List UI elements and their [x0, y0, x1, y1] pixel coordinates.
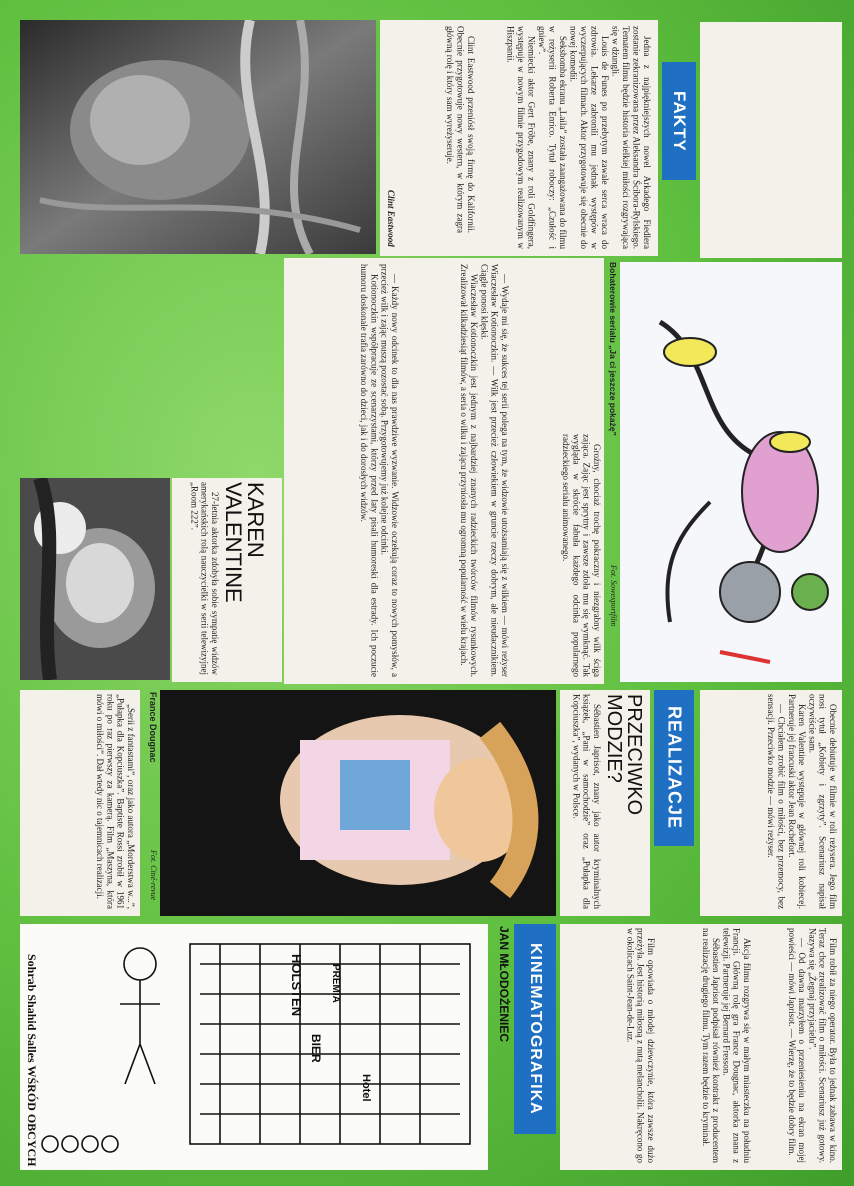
kinorama-fakty-panel	[700, 22, 842, 258]
poster-drawing	[20, 924, 488, 1170]
kinematografika-paragraph: Film opowiada o młodej dziewczynie, która zawsze dużo przeżyła. Jest historią miłosną z nutą melancholii. Nakręcono go w okolicach Saint-Jean-de-Luz.	[625, 928, 656, 1163]
karen-paragraph: 27-letnia aktorka zdobyła sobie sympatię widzów amerykańskich rolą nauczycielki w serii telewizyjnej „Room 222”.	[189, 482, 220, 675]
poster-sign-hotel: Hotel	[360, 1074, 372, 1102]
ludzie-col-1	[514, 434, 602, 680]
wolf-hare-cartoon	[620, 262, 842, 682]
karen-panel	[172, 478, 282, 682]
cartoon-caption: Bohaterowie serialu „Ja ci jeszcze pokażę”	[608, 262, 618, 436]
cartoon-panel	[620, 262, 842, 682]
fakty-paragraph: Jedna z najpiękniejszych nowel Arkadego Fiedlera zostanie zekranizowana przez Aleksandra Ścibora-Rylskiego. Tematem filmu będzie historia wielkiej miłości rozgrywająca się w dżungli.	[610, 26, 652, 249]
realizacje-title-bar	[654, 690, 694, 846]
fakty-paragraph: Seksbomba ekranu „Laila” została zaangażowana do filmu w reżyserii Roberta Enrico. Tytuł roboczy: „Czułość i gniew”.	[537, 26, 568, 249]
kinematografika-paragraph: — Od dawna marzyłem o przeniesieniu na ekran mojej powieści — mówi Japrisot. — Wierzę, że to będzie dobry film.	[786, 928, 808, 1163]
fakty-text	[486, 26, 652, 252]
ludzie-paragraph: — Każdy nowy odcinek to dla nas prawdziwe wyzwanie. Widzowie oczekują coraz to nowych pomysłów, a przecież wilk i zając muszą pozostać sobą. Przygotowujemy już kolejne odcinki.	[379, 264, 400, 677]
ludzie-paragraph: Kotionoczkin współpracuje ze scenarzystami, którzy przed laty pisali humoreski dla estrady. Ich poczucie humoru doskonale trafia zarówno do dzieci, jak i do dorosłych widzów.	[359, 264, 380, 677]
realizacje-bottom-text	[20, 690, 140, 916]
kinematografika-author: JAN MŁODOŻENIEC	[497, 926, 511, 1043]
ludzie-paragraph: Wiaczesław Kotionoczkin jest jednym z najbardziej znanych radzieckich twórców filmów rysunkowych. Zrealizował kilkadziesiąt filmów, a seria o wilku i zającu przyniosła mu ogromną popularność w wielu krajach.	[458, 264, 480, 677]
kinematografika-col-1	[756, 928, 838, 1166]
clint-caption: Clint Eastwood	[386, 190, 396, 247]
ludzie-paragraph: Groźny, chociaż trochę pokraczny i niezgrabny wilk ściga zająca. Zając jest sprytny i zawsze zdoła mu się wymknąć. Tak wygląda w skrócie fabuła każdego odcinka popularnego radzieckiego serialu animowanego.	[561, 434, 602, 677]
ludzie-text-panel	[284, 258, 604, 684]
kinematografika-title: KINEMATOGRAFIKA	[527, 943, 544, 1115]
karen-text	[176, 482, 220, 678]
realizacje-text-panel	[700, 690, 842, 916]
cartoon-credit: Fot. Sowexportfilm	[609, 565, 618, 627]
realizacje-title: REALIZACJE	[664, 706, 685, 830]
france-caption: France Dougnac	[148, 692, 158, 763]
photo-image	[160, 690, 556, 916]
fakty-title-bar	[662, 62, 696, 180]
realizacje-col-3	[24, 694, 136, 912]
fakty-paragraph: Niemiecki aktor Gert Fröbe, znany z roli Goldfingera, występuje w nowym filmie przygodowym realizowanym w Hiszpanii.	[505, 26, 537, 249]
ludzie-paragraph: — Wydaje mi się, że sukces tej serii polega na tym, że widzowie utożsamiają się z wilkiem — mówi reżyser Wiaczesław Kotionoczkin. — Wilk jest przecież człowiekiem w gruncie rzeczy dobrym, ale nieudacznikiem. Ciągle ponosi klęski.	[479, 264, 510, 677]
karen-valentine-photo	[20, 478, 170, 680]
kinematografika-paragraph: Sébastien Japrisot podpisał również kontrakt z producentem na realizację drugiego filmu. Tym razem będzie to kryminał.	[700, 928, 722, 1163]
fakty-paragraph: Louis de Funes po przebytym zawale serca wraca do zdrowia. Lekarze zabronili mu jednak występów w wyczerpujących filmach. Aktor przygotowuje się obecnie do nowej komedii.	[568, 26, 610, 249]
kinematografika-paragraph: Film robił za niego operator. Była to jednak zabawa w kino. Teraz chce zrealizować film o miłości. Scenariusz już gotowy. Nazywa się „Żegnaj przyjacielu”.	[807, 928, 838, 1163]
france-credit: Fot. Ciné-revue	[149, 850, 158, 901]
poster-credit: Sohrab Shahid Salles WŚRÓD OBCYCH	[25, 954, 39, 1167]
poster-sign-bier: BIER	[309, 1034, 323, 1063]
realizacje-paragraph: Karen Valentine występuje w głównej roli kobiecej. Partneruje jej francuski aktor Jean Rochefort.	[786, 694, 808, 909]
realizacje-headline: PRZECIWKO MODZIE?	[603, 694, 645, 816]
kinematografika-paragraph: Akcja filmu rozgrywa się w małym miasteczku na południu Francji. Główną rolę gra France Dougnac, aktorka znana z telewizji. Partneruje jej Bernard Fresson.	[721, 928, 752, 1163]
ludzie-col-2	[404, 264, 510, 680]
realizacje-head-panel	[560, 690, 650, 916]
fakty-text-panel-2	[380, 20, 480, 256]
ludzie-col-3	[290, 264, 400, 680]
realizacje-paragraph: Sébastien Japrisot, znany jako autor kryminalnych książek, „Pani w samochodzie” oraz „Pułapka dla Kopciuszka”, wydanych w Polsce.	[571, 694, 602, 909]
clint-eastwood-photo	[20, 20, 376, 254]
fakty-title: FAKTY	[670, 90, 689, 152]
kinematografika-col-3	[564, 928, 656, 1166]
photo-image	[20, 478, 170, 680]
france-dougnac-photo	[160, 690, 556, 916]
poster-illustration	[20, 924, 488, 1170]
photo-image	[20, 20, 376, 254]
realizacje-paragraph: Obecnie debiutuje w filmie w roli reżysera. Jego film nosi tytuł „Kobiety i zgrzyty”. Scenariusz napisał oczywiście sam.	[807, 694, 838, 909]
realizacje-col-1	[704, 694, 838, 912]
realizacje-col-2	[562, 694, 602, 912]
poster-sign-holsten: HOLSTEN	[289, 954, 304, 1017]
karen-name: KAREN VALENTINE	[221, 482, 268, 603]
realizacje-paragraph: — Chciałem zrobić film o miłości, bez przemocy, bez sensacji. Przeciwko modzie — mówi reżyser.	[766, 694, 787, 909]
kinorama-logo-svg	[700, 22, 842, 258]
kinematografika-title-bar	[514, 924, 556, 1134]
fakty-text-2	[384, 26, 476, 236]
kinematografika-col-2	[660, 928, 752, 1166]
realizacje-paragraph: „Serii z fantastami”, oraz jako autora „Morderstwa w...”, „Pułapka dla Kopciuszka”. Baptiste Rossi zrobił w 1961 roku po raz pierwszy za kamerą. Film „Maszyna, która mówi o miłości”. Dał wtedy nic o tajemnicach realizacji.	[95, 694, 136, 909]
fakty-text-panel	[480, 20, 658, 256]
kinematografika-text-panel	[560, 924, 842, 1170]
fakty-paragraph: Clint Eastwood przeniósł swoją firmę do Kalifornii. Obecnie przygotowuje nowy western, w którym zagra główną rolę i który sam wyreżyseruje.	[445, 26, 476, 233]
poster-sign-premia: PREMIA	[330, 964, 341, 1003]
